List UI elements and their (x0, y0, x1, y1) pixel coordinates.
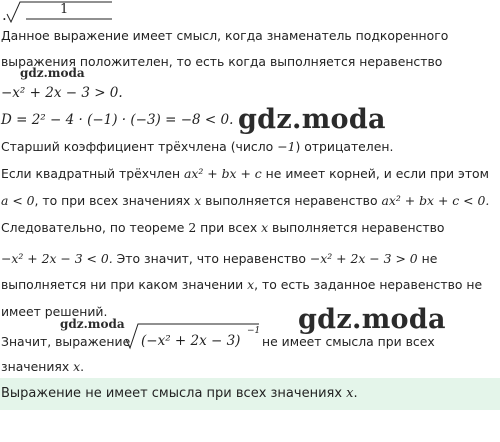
text-segment: . (353, 386, 358, 401)
text-segment: Значит, выражение (1, 334, 131, 349)
text-segment: Если квадратный трёхчлен (1, 166, 184, 181)
math-segment: ax² + bx + c (184, 166, 262, 181)
text-line-13 (1, 359, 84, 374)
math-segment: x (346, 386, 354, 401)
text-line-5 (1, 139, 393, 154)
text-line-1: Данное выражение имеет смысл, когда знаменатель подкоренного (1, 28, 449, 43)
watermark-large-top: gdz.moda (238, 104, 386, 135)
math-segment: x (73, 359, 81, 374)
watermark-large-bottom: gdz.moda (298, 304, 446, 335)
text-line-8 (1, 220, 444, 235)
text-line-12-end: не имеет смысла при всех (262, 334, 435, 349)
text-segment: . (80, 359, 85, 374)
inequality-line: −x² + 2x − 3 > 0. (1, 85, 123, 101)
header-dot: . (2, 6, 7, 24)
text-segment: , то есть заданное неравенство не (254, 277, 483, 292)
discriminant-line: D = 2² − 4 · (−1) · (−3) = −8 < 0. (1, 112, 234, 128)
radicand-exponent: −1 (247, 326, 261, 336)
text-segment: не (417, 251, 438, 266)
math-segment: x (261, 220, 269, 235)
math-segment: 2 (188, 220, 197, 235)
math-segment: −x² + 2x − 3 > 0 (309, 251, 418, 266)
text-segment: Это значит, что неравенство (112, 251, 310, 266)
math-segment: a < 0 (1, 193, 35, 208)
text-line-11: имеет решений. (1, 304, 108, 319)
text-line-2: выражения положителен, то есть когда выполняется неравенство (1, 54, 443, 69)
answer-box (0, 378, 500, 410)
radicand: (−x² + 2x − 3) (141, 333, 241, 349)
watermark-small-bottom: gdz.moda (60, 317, 125, 331)
math-segment: ax² + bx + c < 0. (381, 193, 490, 208)
math-segment: x (247, 277, 255, 292)
text-line-6 (1, 166, 489, 181)
text-line-7 (1, 193, 489, 208)
watermark-small-top: gdz.moda (20, 66, 85, 80)
text-segment: при всех (196, 220, 262, 235)
header-numerator: 1 (60, 2, 69, 17)
text-segment: Выражение не имеет смысла при всех значениях (1, 386, 347, 401)
text-line-9 (1, 251, 437, 266)
text-line-12 (1, 334, 130, 349)
text-segment: ) отрицателен. (295, 139, 394, 154)
text-line-10 (1, 277, 482, 292)
header-formula (0, 0, 120, 28)
answer-text (1, 386, 358, 401)
text-segment: выполняется неравенство (268, 220, 445, 235)
text-segment: Старший коэффициент трёхчлена (число (1, 139, 278, 154)
text-segment: не имеет корней, и если при этом (261, 166, 489, 181)
text-segment: значениях (1, 359, 74, 374)
math-segment: −1 (277, 139, 296, 154)
math-segment: −x² + 2x − 3 < 0. (1, 251, 113, 266)
math-segment: x (194, 193, 202, 208)
text-segment: выполняется ни при каком значении (1, 277, 248, 292)
text-segment: , то при всех значениях (34, 193, 195, 208)
text-segment: Следовательно, по теореме (1, 220, 189, 235)
text-segment: выполняется неравенство (201, 193, 382, 208)
